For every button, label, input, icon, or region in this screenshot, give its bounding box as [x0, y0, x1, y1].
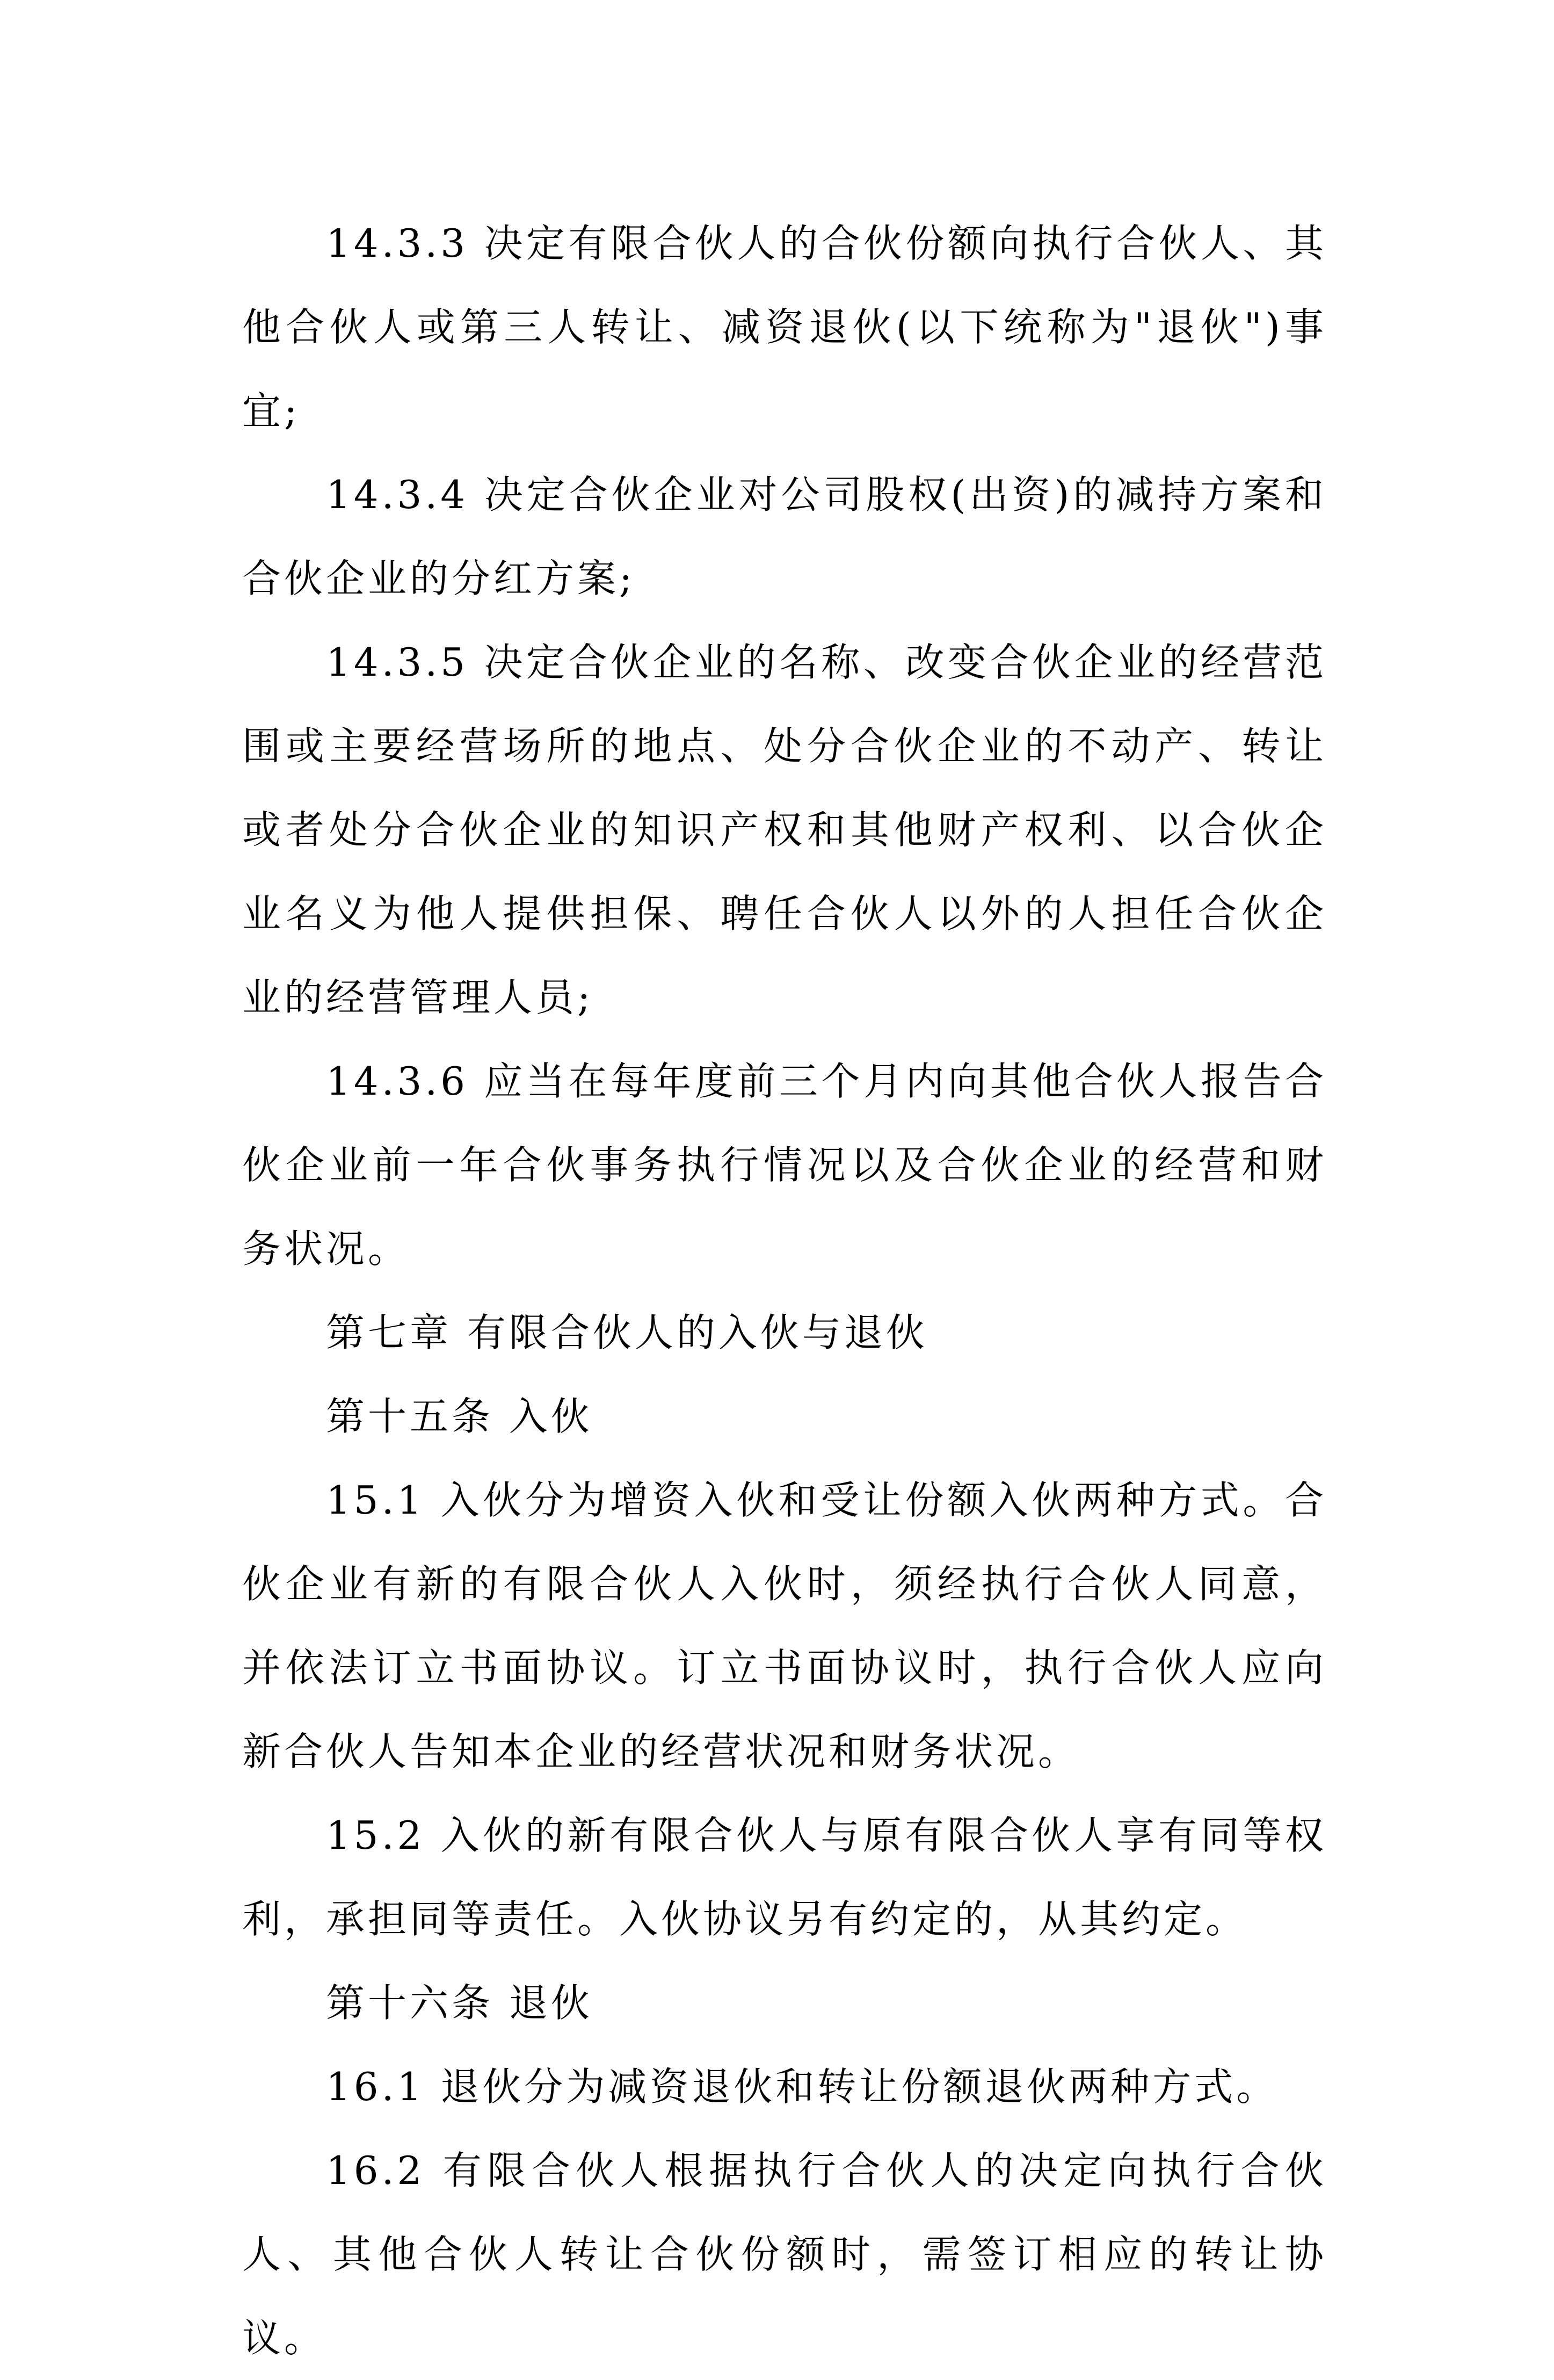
clause-14-3-4: 14.3.4 决定合伙企业对公司股权(出资)的减持方案和合伙企业的分红方案; — [242, 472, 1327, 601]
clause-16-1: 16.1 退伙分为减资退伙和转让份额退伙两种方式。 — [326, 2064, 1279, 2109]
document-body — [242, 201, 1327, 2380]
chapter-heading: 第七章 有限合伙人的入伙与退伙 — [326, 1310, 928, 1355]
clause-16-2: 16.2 有限合伙人根据执行合伙人的决定向执行合伙人、其他合伙人转让合伙份额时，需签订相应的转让协议。 — [242, 2148, 1327, 2361]
clause-15-2: 15.2 入伙的新有限合伙人与原有限合伙人享有同等权利，承担同等责任。入伙协议另有约定的，从其约定。 — [242, 1813, 1327, 1942]
clause-14-3-3: 14.3.3 决定有限合伙人的合伙份额向执行合伙人、其他合伙人或第三人转让、减资退伙(以下统称为"退伙")事宜; — [242, 221, 1327, 433]
article-15-heading: 第十五条 入伙 — [326, 1394, 593, 1439]
clause-14-3-5: 14.3.5 决定合伙企业的名称、改变合伙企业的经营范围或主要经营场所的地点、处分合伙企业的不动产、转让或者处分合伙企业的知识产权和其他财产权利、以合伙企业名义为他人提供担保、聘任合伙人以外的人担任合伙企业的经营管理人员; — [242, 640, 1327, 1020]
clause-15-1: 15.1 入伙分为增资入伙和受让份额入伙两种方式。合伙企业有新的有限合伙人入伙时，须经执行合伙人同意，并依法订立书面协议。订立书面协议时，执行合伙人应向新合伙人告知本企业的经营状况和财务状况。 — [242, 1478, 1327, 1774]
clause-14-3-6: 14.3.6 应当在每年度前三个月内向其他合伙人报告合伙企业前一年合伙事务执行情况以及合伙企业的经营和财务状况。 — [242, 1059, 1327, 1271]
article-16-heading: 第十六条 退伙 — [326, 1980, 593, 2025]
